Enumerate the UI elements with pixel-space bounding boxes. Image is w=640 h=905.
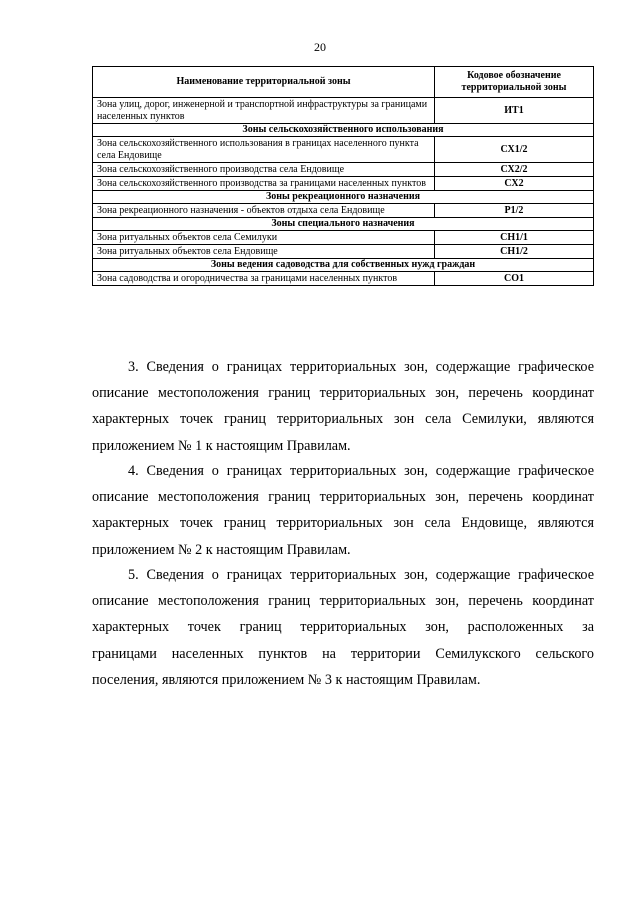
paragraph-4 [92, 458, 594, 563]
zone-code-cell: СН1/2 [435, 245, 594, 259]
table-row [93, 272, 594, 286]
zone-group-heading: Зоны ведения садоводства для собственных нужд граждан [93, 259, 594, 272]
table-group-row [93, 259, 594, 272]
table-group-row [93, 191, 594, 204]
paragraph-line: приложением № 2 к настоящим Правилам. [92, 541, 351, 558]
zone-code-cell: ИТ1 [435, 98, 594, 124]
paragraph-line: характерных точек границ территориальных зон села Семилуки, являются [92, 411, 594, 428]
zone-group-heading: Зоны специального назначения [93, 218, 594, 231]
paragraph-line: описание местоположения границ территориальных зон, перечень координат [92, 385, 594, 402]
zone-code-cell: СХ2 [435, 177, 594, 191]
table-row [93, 204, 594, 218]
table-row [93, 177, 594, 191]
table-row [93, 137, 594, 163]
paragraph-3 [92, 354, 594, 459]
paragraph-line: поселения, являются приложением № 3 к настоящим Правилам. [92, 671, 481, 688]
header-zone-code: Кодовое обозначение территориальной зоны [435, 67, 594, 98]
paragraph-line: описание местоположения границ территориальных зон, перечень координат [92, 489, 594, 506]
header-zone-name: Наименование территориальной зоны [93, 67, 435, 98]
table-row [93, 231, 594, 245]
zone-name-cell: Зона сельскохозяйственного производства села Ендовище [93, 163, 435, 177]
paragraph-line: 4. Сведения о границах территориальных зон, содержащие графическое [128, 463, 594, 479]
zone-group-heading: Зоны сельскохозяйственного использования [93, 124, 594, 137]
zone-name-cell: Зона ритуальных объектов села Ендовище [93, 245, 435, 259]
zone-code-cell: СО1 [435, 272, 594, 286]
zone-name-cell: Зона ритуальных объектов села Семилуки [93, 231, 435, 245]
zone-group-heading: Зоны рекреационного назначения [93, 191, 594, 204]
paragraph-line: 5. Сведения о границах территориальных зон, содержащие графическое [128, 567, 594, 583]
zone-code-cell: СН1/1 [435, 231, 594, 245]
paragraph-line: характерных точек границ территориальных зон, расположенных за [92, 619, 594, 636]
page-number: 20 [314, 40, 326, 54]
paragraph-line: границами населенных пунктов на территории Семилукского сельского [92, 645, 594, 662]
zone-name-cell: Зона рекреационного назначения - объектов отдыха села Ендовище [93, 204, 435, 218]
paragraph-line: характерных точек границ территориальных зон села Ендовище, являются [92, 515, 594, 532]
zones-table-body [93, 98, 594, 286]
paragraph-line: приложением № 1 к настоящим Правилам. [92, 437, 351, 454]
zone-code-cell: СХ2/2 [435, 163, 594, 177]
zones-table [92, 66, 594, 286]
zone-name-cell: Зона улиц, дорог, инженерной и транспортной инфраструктуры за границами населенных пунктов [93, 98, 435, 124]
paragraph-5 [92, 562, 594, 693]
zone-name-cell: Зона сельскохозяйственного производства за границами населенных пунктов [93, 177, 435, 191]
table-group-row [93, 218, 594, 231]
table-row [93, 163, 594, 177]
paragraph-line: 3. Сведения о границах территориальных зон, содержащие графическое [128, 359, 594, 375]
zone-code-cell: СХ1/2 [435, 137, 594, 163]
zone-code-cell: Р1/2 [435, 204, 594, 218]
paragraph-line: описание местоположения границ территориальных зон, перечень координат [92, 593, 594, 610]
zone-name-cell: Зона садоводства и огородничества за границами населенных пунктов [93, 272, 435, 286]
zone-name-cell: Зона сельскохозяйственного использования в границах населенного пункта села Ендовище [93, 137, 435, 163]
table-row [93, 245, 594, 259]
table-row [93, 98, 594, 124]
table-header-row [93, 67, 594, 98]
table-group-row [93, 124, 594, 137]
